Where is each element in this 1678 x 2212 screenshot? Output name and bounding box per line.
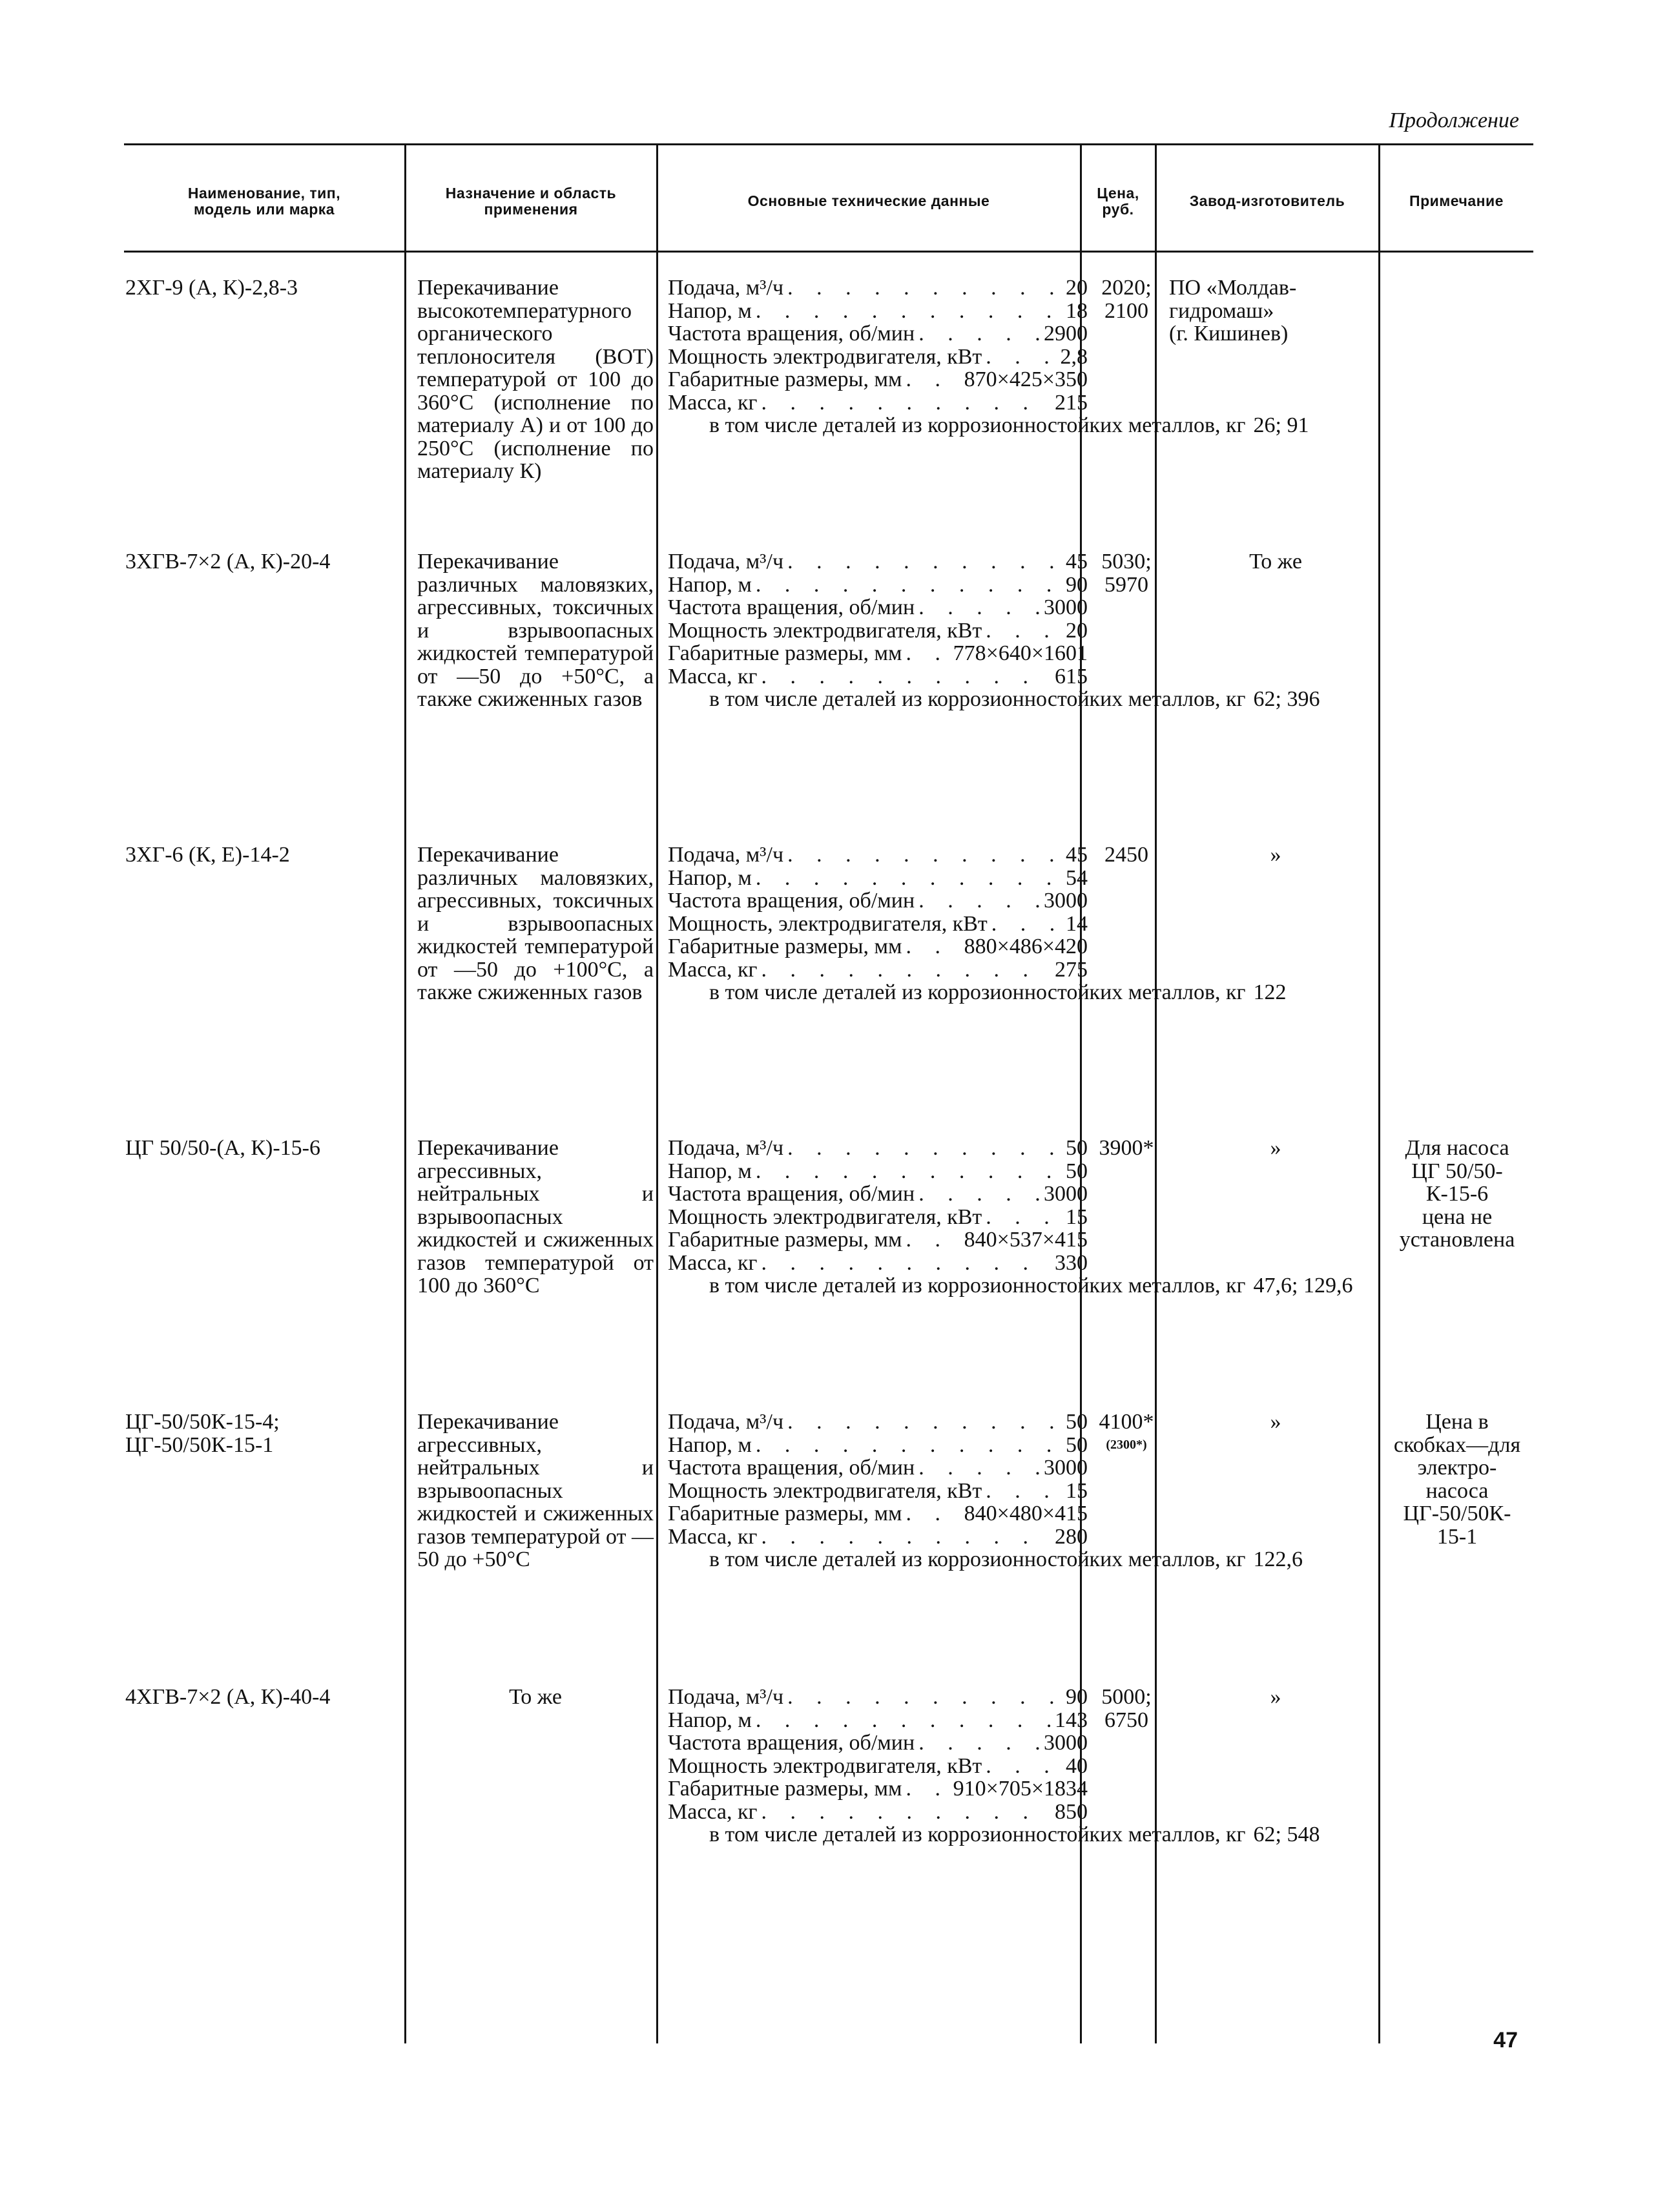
leader-dots bbox=[991, 913, 1062, 936]
spec-value: 15 bbox=[1066, 1478, 1088, 1503]
spec-value: 20 bbox=[1066, 618, 1088, 643]
spec-line bbox=[668, 619, 1088, 643]
manufacturer: » bbox=[1270, 843, 1281, 867]
pump-purpose: Перекачивание различных маловязких, агрессивных, токсичных и взрывоопасных жидкостей температурой от —50 до +100°С, а также сжиженных газов bbox=[417, 843, 654, 1004]
spec-line bbox=[668, 346, 1088, 369]
spec-value: 215 bbox=[1055, 390, 1088, 415]
spec-label: Масса, кг bbox=[668, 390, 758, 415]
price-value: 2020; 2100 bbox=[1101, 276, 1152, 323]
spec-value: 3000 bbox=[1044, 889, 1088, 913]
spec-label: в том числе деталей из коррозионностойких металлов, кг bbox=[709, 1823, 1246, 1846]
leader-dots bbox=[787, 1686, 1062, 1709]
spec-line bbox=[668, 642, 1088, 665]
pump-model: ЦГ 50/50-(А, К)-15-6 bbox=[125, 1136, 320, 1160]
leader-dots bbox=[918, 596, 1040, 619]
leader-dots bbox=[756, 300, 1062, 323]
spec-label: Частота вращения, об/мин bbox=[668, 1731, 915, 1755]
price bbox=[1095, 550, 1157, 596]
spec-line bbox=[668, 574, 1088, 597]
spec-label: Частота вращения, об/мин bbox=[668, 1456, 915, 1480]
spec-label: в том числе деталей из коррозионностойких металлов, кг bbox=[709, 687, 1246, 711]
leader-dots bbox=[756, 1709, 1051, 1732]
spec-label: Габаритные размеры, мм bbox=[668, 1777, 902, 1801]
leader-dots bbox=[787, 843, 1062, 867]
spec-label: в том числе деталей из коррозионностойких металлов, кг bbox=[709, 980, 1246, 1004]
spec-label: Мощность электродвигателя, кВт bbox=[668, 344, 982, 369]
note: Для насоса ЦГ 50/50- К-15-6 цена не установлена bbox=[1399, 1136, 1515, 1252]
spec-line bbox=[668, 1547, 1303, 1571]
leader-dots bbox=[986, 1480, 1062, 1503]
spec-label: Напор, м bbox=[668, 298, 752, 323]
spec-value: 122,6 bbox=[1253, 1547, 1303, 1571]
leader-dots bbox=[761, 1801, 1051, 1824]
manufacturer: То же bbox=[1249, 550, 1302, 574]
pump-model: 3ХГВ-7×2 (А, К)-20-4 bbox=[125, 550, 331, 574]
spec-value: 50 bbox=[1066, 1432, 1088, 1457]
spec-value: 20 bbox=[1066, 276, 1088, 300]
spec-value: 122 bbox=[1253, 980, 1287, 1004]
spec-line bbox=[668, 276, 1088, 300]
spec-line bbox=[668, 550, 1088, 574]
header-purpose: Назначение и область применения bbox=[445, 184, 617, 218]
spec-value: 90 bbox=[1066, 572, 1088, 597]
spec-line bbox=[668, 322, 1088, 346]
spec-line bbox=[668, 300, 1088, 323]
leader-dots bbox=[761, 1252, 1051, 1275]
spec-line bbox=[668, 1228, 1088, 1252]
spec-value: 280 bbox=[1055, 1524, 1088, 1549]
spec-line bbox=[668, 413, 1309, 437]
leader-dots bbox=[761, 1525, 1051, 1549]
spec-value: 3000 bbox=[1044, 595, 1088, 619]
pump-purpose: Перекачивание агрессивных, нейтральных и взрывоопасных жидкостей и сжиженных газов температурой от 100 до 360°С bbox=[417, 1136, 654, 1297]
spec-line bbox=[668, 1502, 1088, 1525]
spec-line bbox=[668, 1206, 1088, 1229]
manufacturer: ПО «Молдав- гидромаш» (г. Кишинев) bbox=[1169, 276, 1297, 346]
spec-label: Габаритные размеры, мм bbox=[668, 367, 902, 391]
price-value: 2450 bbox=[1104, 843, 1148, 867]
leader-dots bbox=[761, 665, 1051, 688]
spec-label: Напор, м bbox=[668, 1708, 752, 1732]
spec-line bbox=[668, 1801, 1088, 1824]
price-value: 3900* bbox=[1099, 1136, 1154, 1160]
header-note: Примечание bbox=[1409, 192, 1504, 210]
spec-label: Габаритные размеры, мм bbox=[668, 641, 902, 665]
leader-dots bbox=[986, 1206, 1062, 1229]
spec-value: 143 bbox=[1055, 1708, 1088, 1732]
spec-label: Масса, кг bbox=[668, 1799, 758, 1824]
manufacturer: » bbox=[1270, 1685, 1281, 1709]
spec-label: Напор, м bbox=[668, 865, 752, 890]
leader-dots bbox=[906, 368, 960, 391]
spec-line bbox=[668, 596, 1088, 619]
spec-value: 62; 548 bbox=[1253, 1823, 1320, 1846]
spec-label: Мощность электродвигателя, кВт bbox=[668, 1478, 982, 1503]
leader-dots bbox=[787, 276, 1062, 300]
spec-value: 47,6; 129,6 bbox=[1253, 1274, 1353, 1297]
leader-dots bbox=[787, 1137, 1062, 1160]
pump-model: 2ХГ-9 (А, К)-2,8-3 bbox=[125, 276, 298, 300]
leader-dots bbox=[918, 1456, 1040, 1480]
spec-line bbox=[668, 1525, 1088, 1549]
spec-line bbox=[668, 843, 1088, 867]
spec-label: Частота вращения, об/мин bbox=[668, 1182, 915, 1206]
spec-label: Масса, кг bbox=[668, 664, 758, 688]
leader-dots bbox=[787, 1411, 1062, 1434]
spec-label: Габаритные размеры, мм bbox=[668, 1502, 902, 1525]
leader-dots bbox=[756, 574, 1062, 597]
price bbox=[1095, 843, 1157, 867]
spec-line bbox=[668, 1274, 1353, 1297]
price-value: 5030; 5970 bbox=[1101, 550, 1152, 597]
header-price: Цена, руб. bbox=[1097, 184, 1139, 218]
price-value: 5000; 6750 bbox=[1101, 1685, 1152, 1732]
spec-value: 3000 bbox=[1044, 1182, 1088, 1206]
spec-line bbox=[668, 1137, 1088, 1160]
spec-label: в том числе деталей из коррозионностойких металлов, кг bbox=[709, 413, 1246, 437]
spec-label: Масса, кг bbox=[668, 957, 758, 982]
spec-line bbox=[668, 867, 1088, 890]
spec-line bbox=[668, 935, 1088, 958]
leader-dots bbox=[986, 619, 1062, 643]
pump-purpose: Перекачивание высокотемпературного органического теплоносителя (ВОТ) температурой от 100 до 360°С (исполнение по материалу А) и от 100 до 250°С (исполнение по материалу К) bbox=[417, 276, 654, 483]
spec-label: Мощность, электродвигателя, кВт bbox=[668, 911, 988, 936]
spec-value: 3000 bbox=[1044, 1456, 1088, 1480]
spec-label: Масса, кг bbox=[668, 1524, 758, 1549]
spec-label: Напор, м bbox=[668, 572, 752, 597]
pump-purpose: То же bbox=[509, 1685, 562, 1709]
spec-value: 2900 bbox=[1044, 322, 1088, 346]
spec-label: Частота вращения, об/мин bbox=[668, 595, 915, 619]
spec-value: 330 bbox=[1055, 1250, 1088, 1275]
pump-model: 3ХГ-6 (К, Е)-14-2 bbox=[125, 843, 290, 867]
spec-label: Мощность электродвигателя, кВт bbox=[668, 1753, 982, 1778]
pump-model: ЦГ-50/50К-15-4; ЦГ-50/50К-15-1 bbox=[125, 1410, 280, 1457]
spec-line bbox=[668, 958, 1088, 982]
leader-dots bbox=[906, 1777, 949, 1801]
spec-line bbox=[668, 687, 1320, 711]
spec-value: 54 bbox=[1066, 865, 1088, 890]
spec-value: 870×425×350 bbox=[964, 367, 1088, 391]
spec-label: Напор, м bbox=[668, 1159, 752, 1183]
manufacturer: » bbox=[1270, 1136, 1281, 1160]
spec-label: Подача, м³/ч bbox=[668, 550, 784, 574]
spec-value: 45 bbox=[1066, 843, 1088, 867]
spec-value: 50 bbox=[1066, 1136, 1088, 1160]
spec-value: 14 bbox=[1066, 911, 1088, 936]
leader-dots bbox=[918, 1183, 1040, 1206]
spec-line bbox=[668, 1480, 1088, 1503]
spec-label: Напор, м bbox=[668, 1432, 752, 1457]
leader-dots bbox=[761, 958, 1051, 982]
leader-dots bbox=[756, 867, 1062, 890]
spec-line bbox=[668, 980, 1287, 1004]
pump-purpose: Перекачивание различных маловязких, агрессивных, токсичных и взрывоопасных жидкостей температурой от —50 до +50°С, а также сжиженных газов bbox=[417, 550, 654, 711]
leader-dots bbox=[906, 935, 960, 958]
spec-value: 62; 396 bbox=[1253, 687, 1320, 711]
spec-value: 880×486×420 bbox=[964, 935, 1088, 958]
spec-value: 3000 bbox=[1044, 1731, 1088, 1755]
spec-line bbox=[668, 913, 1088, 936]
spec-label: Мощность электродвигателя, кВт bbox=[668, 618, 982, 643]
spec-label: Подача, м³/ч bbox=[668, 276, 784, 300]
spec-line bbox=[668, 889, 1088, 913]
spec-value: 840×537×415 bbox=[964, 1228, 1088, 1252]
spec-label: в том числе деталей из коррозионностойких металлов, кг bbox=[709, 1274, 1246, 1297]
spec-label: Мощность электродвигателя, кВт bbox=[668, 1204, 982, 1229]
spec-line bbox=[668, 1456, 1088, 1480]
spec-line bbox=[668, 368, 1088, 391]
spec-value: 26; 91 bbox=[1253, 413, 1309, 437]
table-top-rule bbox=[124, 143, 1533, 145]
spec-line bbox=[668, 391, 1088, 415]
leader-dots bbox=[906, 1228, 960, 1252]
header-factory: Завод-изготовитель bbox=[1189, 192, 1345, 210]
spec-value: 275 bbox=[1055, 957, 1088, 982]
spec-line bbox=[668, 1755, 1088, 1778]
leader-dots bbox=[756, 1434, 1062, 1457]
spec-value: 778×640×1601 bbox=[953, 641, 1088, 665]
spec-label: Габаритные размеры, мм bbox=[668, 935, 902, 958]
spec-value: 50 bbox=[1066, 1410, 1088, 1434]
price bbox=[1095, 1411, 1157, 1456]
column-divider bbox=[656, 145, 658, 2043]
leader-dots bbox=[906, 642, 949, 665]
spec-value: 40 bbox=[1066, 1753, 1088, 1778]
leader-dots bbox=[986, 346, 1056, 369]
spec-label: Масса, кг bbox=[668, 1250, 758, 1275]
price bbox=[1095, 1137, 1157, 1160]
manufacturer: » bbox=[1270, 1410, 1281, 1434]
spec-label: Подача, м³/ч bbox=[668, 1136, 784, 1160]
leader-dots bbox=[918, 322, 1040, 346]
pump-purpose: Перекачивание агрессивных, нейтральных и взрывоопасных жидкостей и сжиженных газов температурой от —50 до +50°С bbox=[417, 1410, 654, 1571]
note: Цена в скобках—для электро- насоса ЦГ-50/50К- 15-1 bbox=[1393, 1410, 1521, 1549]
spec-value: 840×480×415 bbox=[964, 1502, 1088, 1525]
column-divider bbox=[1378, 145, 1380, 2043]
spec-label: Частота вращения, об/мин bbox=[668, 889, 915, 913]
spec-label: в том числе деталей из коррозионностойких металлов, кг bbox=[709, 1547, 1246, 1571]
leader-dots bbox=[756, 1160, 1062, 1183]
spec-line bbox=[668, 1160, 1088, 1183]
price-extra: (2300*) bbox=[1106, 1437, 1147, 1452]
spec-line bbox=[668, 1252, 1088, 1275]
spec-line bbox=[668, 1434, 1088, 1457]
leader-dots bbox=[761, 391, 1051, 415]
spec-line bbox=[668, 1686, 1088, 1709]
header-tech: Основные технические данные bbox=[747, 192, 990, 210]
spec-line bbox=[668, 665, 1088, 688]
spec-value: 90 bbox=[1066, 1685, 1088, 1709]
header-name: Наименование, тип, модель или марка bbox=[187, 184, 341, 218]
spec-line bbox=[668, 1183, 1088, 1206]
spec-label: Частота вращения, об/мин bbox=[668, 322, 915, 346]
spec-value: 18 bbox=[1066, 298, 1088, 323]
spec-line bbox=[668, 1411, 1088, 1434]
spec-label: Подача, м³/ч bbox=[668, 1685, 784, 1709]
spec-value: 2,8 bbox=[1060, 344, 1088, 369]
spec-value: 910×705×1834 bbox=[953, 1777, 1088, 1801]
spec-value: 615 bbox=[1055, 664, 1088, 688]
spec-line bbox=[668, 1823, 1320, 1846]
spec-value: 850 bbox=[1055, 1799, 1088, 1824]
spec-label: Подача, м³/ч bbox=[668, 1410, 784, 1434]
pump-model: 4ХГВ-7×2 (А, К)-40-4 bbox=[125, 1685, 331, 1709]
spec-line bbox=[668, 1731, 1088, 1755]
spec-value: 45 bbox=[1066, 550, 1088, 574]
spec-line bbox=[668, 1777, 1088, 1801]
page-number: 47 bbox=[1493, 2028, 1518, 2052]
price bbox=[1095, 1686, 1157, 1731]
leader-dots bbox=[918, 889, 1040, 913]
spec-line bbox=[668, 1709, 1088, 1732]
leader-dots bbox=[906, 1502, 960, 1525]
spec-value: 50 bbox=[1066, 1159, 1088, 1183]
spec-label: Габаритные размеры, мм bbox=[668, 1228, 902, 1252]
price bbox=[1095, 276, 1157, 322]
price-value: 4100* bbox=[1099, 1410, 1154, 1434]
spec-label: Подача, м³/ч bbox=[668, 843, 784, 867]
continuation-label: Продолжение bbox=[1389, 109, 1519, 132]
leader-dots bbox=[986, 1755, 1062, 1778]
leader-dots bbox=[918, 1731, 1040, 1755]
spec-value: 15 bbox=[1066, 1204, 1088, 1229]
leader-dots bbox=[787, 550, 1062, 574]
column-divider bbox=[404, 145, 406, 2043]
